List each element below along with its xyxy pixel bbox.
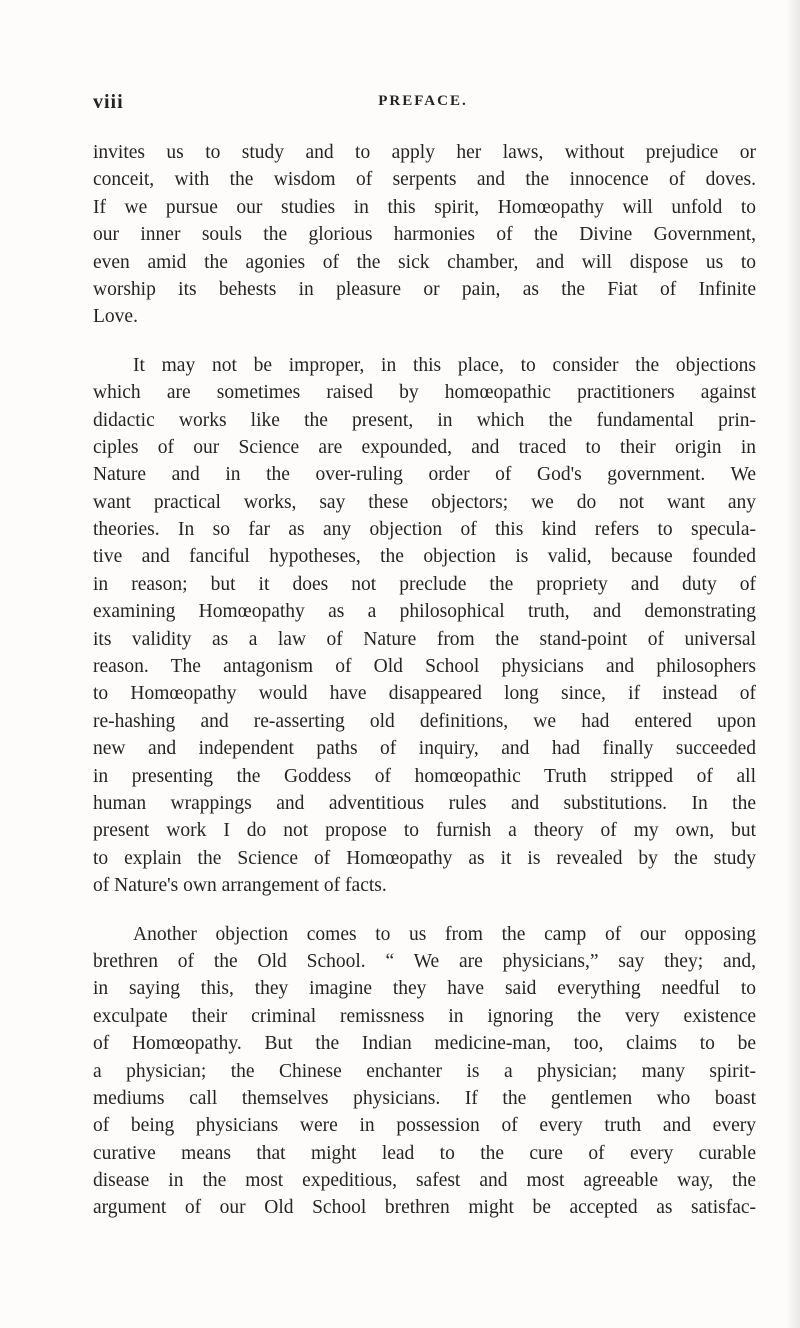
text-line: human wrappings and adventitious rules and substitutions. In the xyxy=(93,792,756,814)
text-line: re-hashing and re-asserting old definitions, we had entered upon xyxy=(93,710,756,732)
text-line: in reason; but it does not preclude the propriety and duty of xyxy=(93,573,756,595)
text-line: its validity as a law of Nature from the stand-point of universal xyxy=(93,628,756,650)
text-line: want practical works, say these objectors; we do not want any xyxy=(93,491,756,513)
text-line: It may not be improper, in this place, to consider the objections xyxy=(133,354,756,376)
text-line: conceit, with the wisdom of serpents and the innocence of doves. xyxy=(93,169,756,191)
text-line: present work I do not propose to furnish a theory of my own, but xyxy=(93,820,756,842)
text-line: If we pursue our studies in this spirit, Homœopathy will unfold to xyxy=(93,196,756,218)
text-line: Nature and in the over-ruling order of God's government. We xyxy=(93,464,756,486)
text-line: to Homœopathy would have disappeared long since, if instead of xyxy=(93,683,756,705)
body-text xyxy=(93,139,756,1243)
text-line: of Homœopathy. But the Indian medicine-man, too, claims to be xyxy=(93,1033,756,1055)
paragraph-2 xyxy=(93,352,756,900)
text-line: didactic works like the present, in which the fundamental prin- xyxy=(93,409,756,431)
text-line: worship its behests in pleasure or pain, as the Fiat of Infinite xyxy=(93,278,756,300)
text-line: brethren of the Old School. “ We are physicians,” say they; and, xyxy=(93,950,756,972)
paragraph-3 xyxy=(93,921,756,1222)
text-line: of being physicians were in possession of every truth and every xyxy=(93,1115,756,1137)
text-line: reason. The antagonism of Old School physicians and philosophers xyxy=(93,656,756,678)
text-line: Another objection comes to us from the camp of our opposing xyxy=(133,923,756,945)
running-head: PREFACE. xyxy=(378,93,468,109)
text-line: in saying this, they imagine they have said everything needful to xyxy=(93,978,756,1000)
text-line: argument of our Old School brethren might be accepted as satisfac- xyxy=(93,1197,756,1219)
text-line: exculpate their criminal remissness in ignoring the very existence xyxy=(93,1005,756,1027)
text-line: curative means that might lead to the cure of every curable xyxy=(93,1142,756,1164)
text-line: tive and fanciful hypotheses, the objection is valid, because founded xyxy=(93,546,756,568)
text-line: new and independent paths of inquiry, and had finally succeeded xyxy=(93,738,756,760)
text-line: invites us to study and to apply her laws, without prejudice or xyxy=(93,142,756,163)
text-line: in presenting the Goddess of homœopathic Truth stripped of all xyxy=(93,765,756,787)
text-line: which are sometimes raised by homœopathic practitioners against xyxy=(93,382,756,404)
page-number: viii xyxy=(93,91,124,113)
text-line: even amid the agonies of the sick chamber, and will dispose us to xyxy=(93,251,756,273)
page-header xyxy=(93,91,753,115)
text-line: a physician; the Chinese enchanter is a physician; many spirit- xyxy=(93,1060,756,1082)
text-line: of Nature's own arrangement of facts. xyxy=(93,875,387,897)
text-line: mediums call themselves physicians. If the gentlemen who boast xyxy=(93,1087,756,1109)
text-line: our inner souls the glorious harmonies of the Divine Government, xyxy=(93,224,756,246)
text-line: examining Homœopathy as a philosophical truth, and demonstrating xyxy=(93,601,756,623)
text-line: ciples of our Science are expounded, and traced to their origin in xyxy=(93,436,756,458)
text-line: theories. In so far as any objection of this kind refers to specula- xyxy=(93,519,756,541)
page-edge-shadow xyxy=(786,0,800,1328)
text-line: disease in the most expeditious, safest and most agreeable way, the xyxy=(93,1170,756,1192)
text-line: to explain the Science of Homœopathy as it is revealed by the study xyxy=(93,847,756,869)
paragraph-1 xyxy=(93,139,756,331)
text-line: Love. xyxy=(93,306,138,328)
